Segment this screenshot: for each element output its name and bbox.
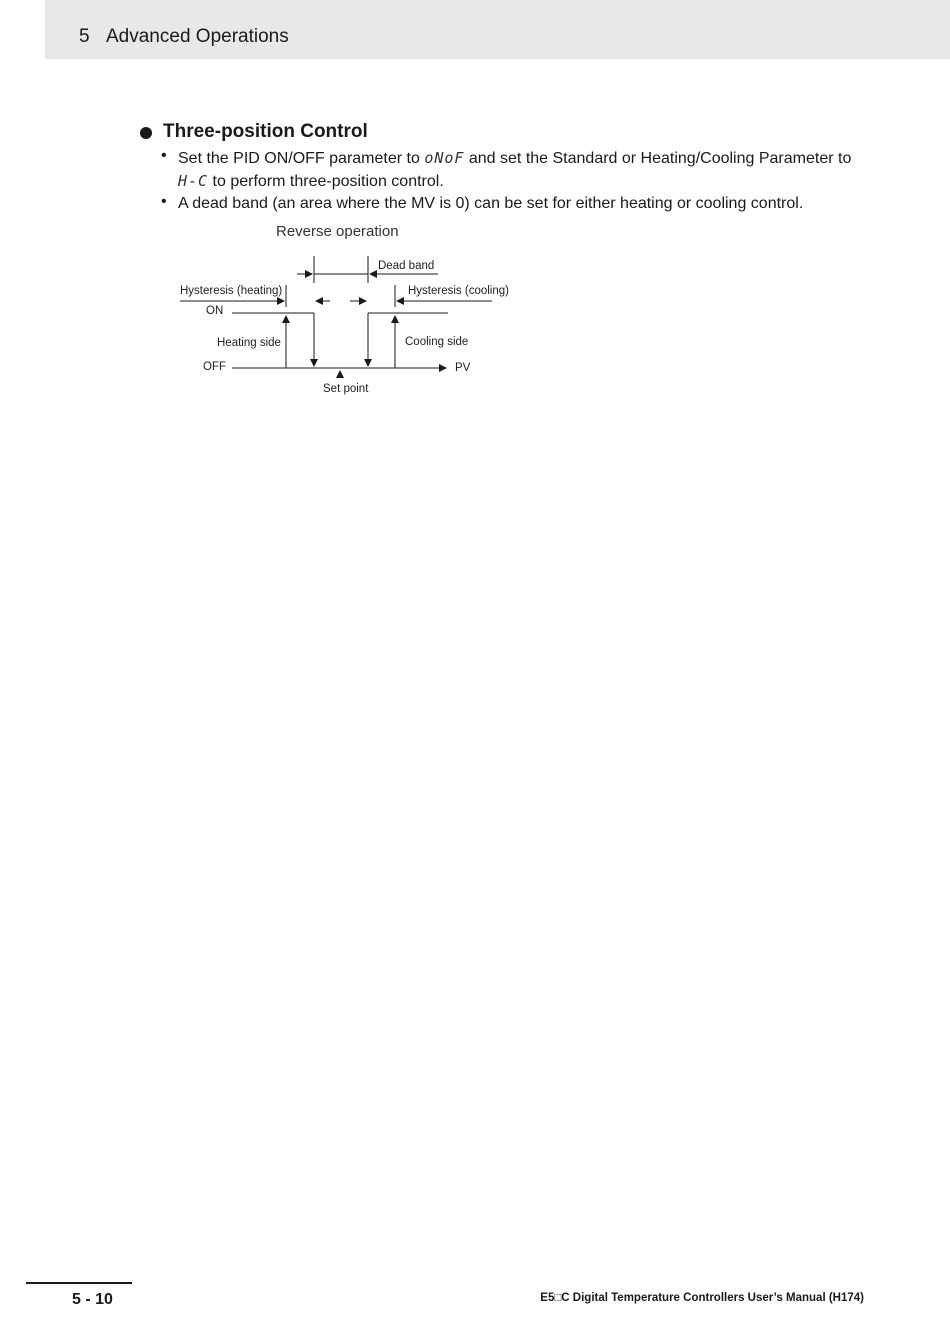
- hysteresis-cooling-label: Hysteresis (cooling): [408, 285, 509, 297]
- onof-display-code: oNoF: [424, 149, 465, 167]
- section-title: Three-position Control: [163, 121, 368, 142]
- hc-display-code: H-C: [178, 172, 209, 190]
- chapter-number: 5: [79, 26, 90, 47]
- dead-band-label: Dead band: [378, 260, 435, 272]
- hysteresis-heating-label: Hysteresis (heating): [180, 285, 283, 297]
- chapter-title: Advanced Operations: [106, 26, 289, 47]
- diagram-title: Reverse operation: [276, 223, 399, 240]
- three-position-control-diagram: [0, 0, 950, 420]
- set-point-marker-icon: [336, 370, 344, 378]
- on-label: ON: [206, 305, 224, 317]
- set-point-label: Set point: [323, 383, 369, 395]
- manual-title: E5□C Digital Temperature Controllers User’s Manual (H174): [540, 1292, 864, 1304]
- bullet-dot-2: •: [161, 193, 167, 210]
- bullet-2: A dead band (an area where the MV is 0) can be set for either heating or cooling control.: [178, 195, 804, 212]
- off-label: OFF: [203, 361, 226, 373]
- bullet-1-text-c: to perform three-position control.: [208, 173, 444, 190]
- footer-rule: [26, 1282, 132, 1284]
- pv-label: PV: [455, 362, 471, 374]
- cooling-side-label: Cooling side: [405, 336, 469, 348]
- heating-side-label: Heating side: [217, 337, 281, 349]
- bullet-dot-1: •: [161, 147, 167, 164]
- page-number: 5 - 10: [72, 1291, 113, 1308]
- bullet-1-text-b: and set the Standard or Heating/Cooling Parameter to: [464, 150, 852, 167]
- bullet-1-text-a: Set the PID ON/OFF parameter to: [178, 150, 425, 167]
